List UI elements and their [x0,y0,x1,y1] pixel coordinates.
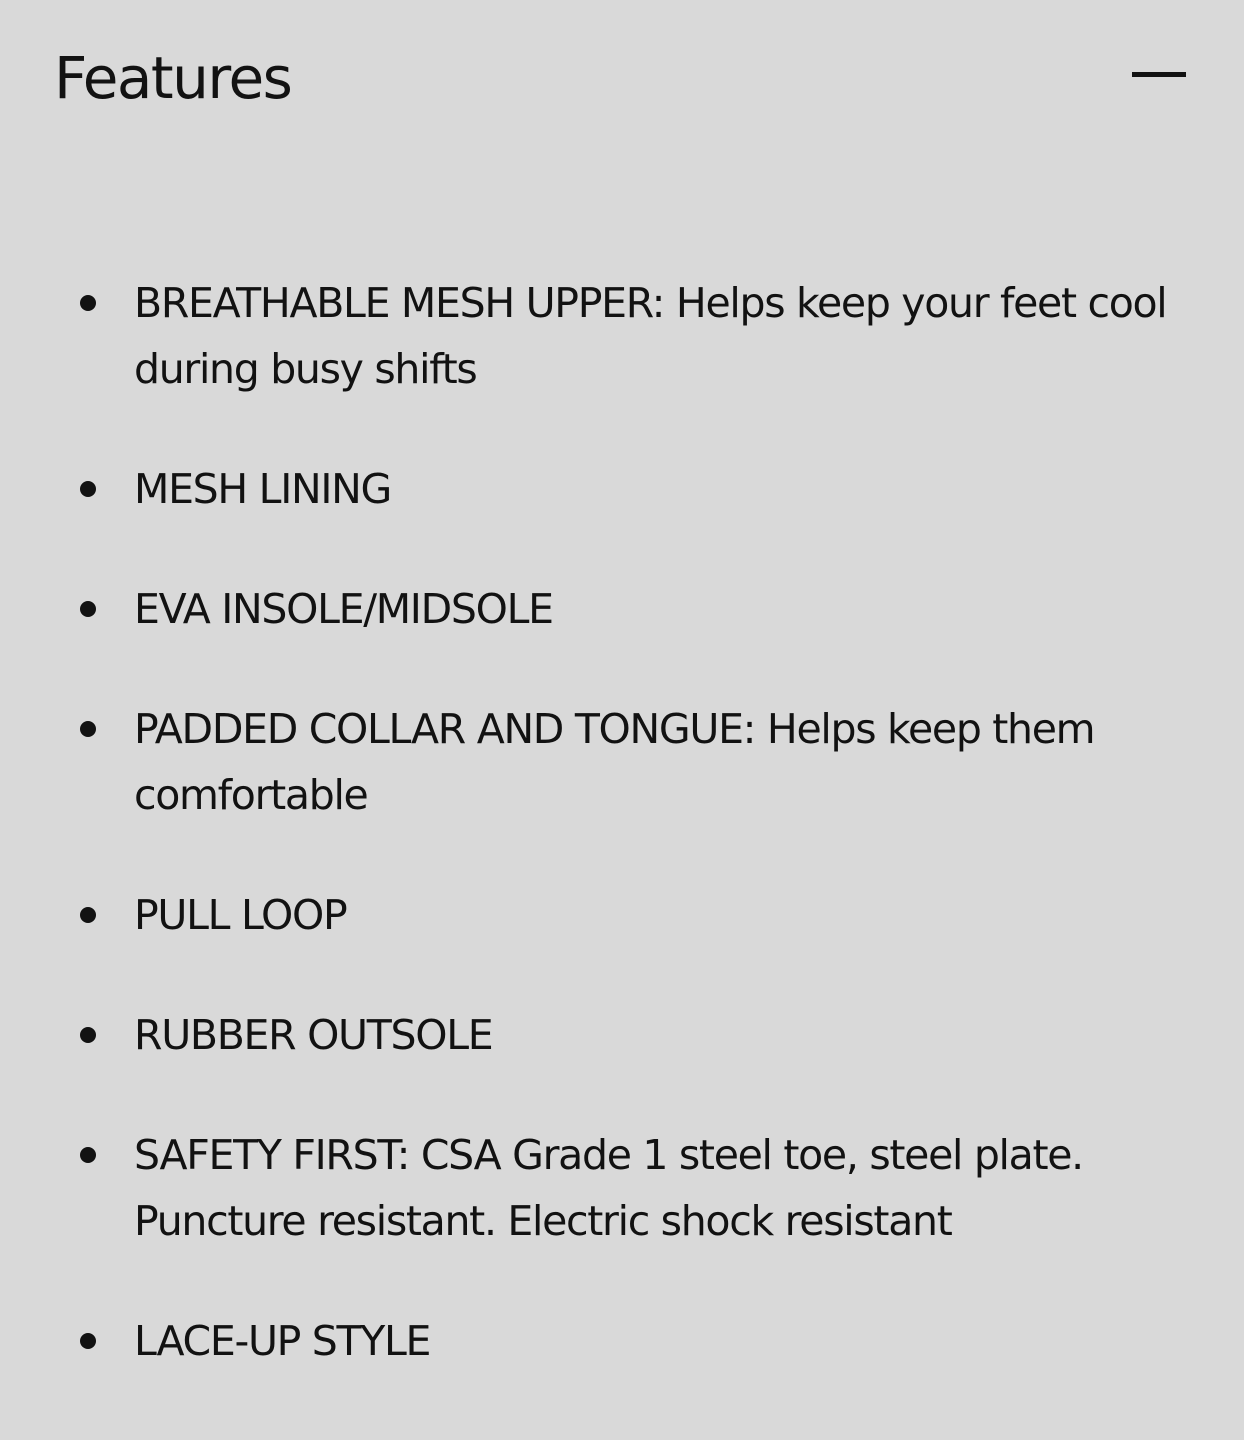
bullet-icon [80,295,96,311]
list-item [0,270,1244,402]
list-item [0,882,1244,948]
feature-text: RUBBER OUTSOLE [134,1011,493,1059]
list-item [0,456,1244,522]
feature-text: PADDED COLLAR AND TONGUE: Helps keep them comfortable [134,705,1095,819]
minus-icon[interactable] [1132,72,1186,77]
section-title: Features [54,44,292,112]
feature-text: SAFETY FIRST: CSA Grade 1 steel toe, steel plate. Puncture resistant. Electric shock resistant [134,1131,1083,1245]
bullet-icon [80,1147,96,1163]
feature-text: LACE-UP STYLE [134,1317,431,1365]
bullet-icon [80,481,96,497]
list-item [0,576,1244,642]
feature-text: EVA INSOLE/MIDSOLE [134,585,553,633]
bullet-icon [80,1333,96,1349]
list-item [0,1122,1244,1254]
features-list [0,270,1244,1428]
bullet-icon [80,601,96,617]
list-item [0,696,1244,828]
features-accordion-header[interactable] [54,38,1186,118]
bullet-icon [80,907,96,923]
feature-text: MESH LINING [134,465,392,513]
feature-text: BREATHABLE MESH UPPER: Helps keep your feet cool during busy shifts [134,279,1167,393]
list-item [0,1002,1244,1068]
feature-text: PULL LOOP [134,891,347,939]
bullet-icon [80,1027,96,1043]
bullet-icon [80,721,96,737]
list-item [0,1308,1244,1374]
